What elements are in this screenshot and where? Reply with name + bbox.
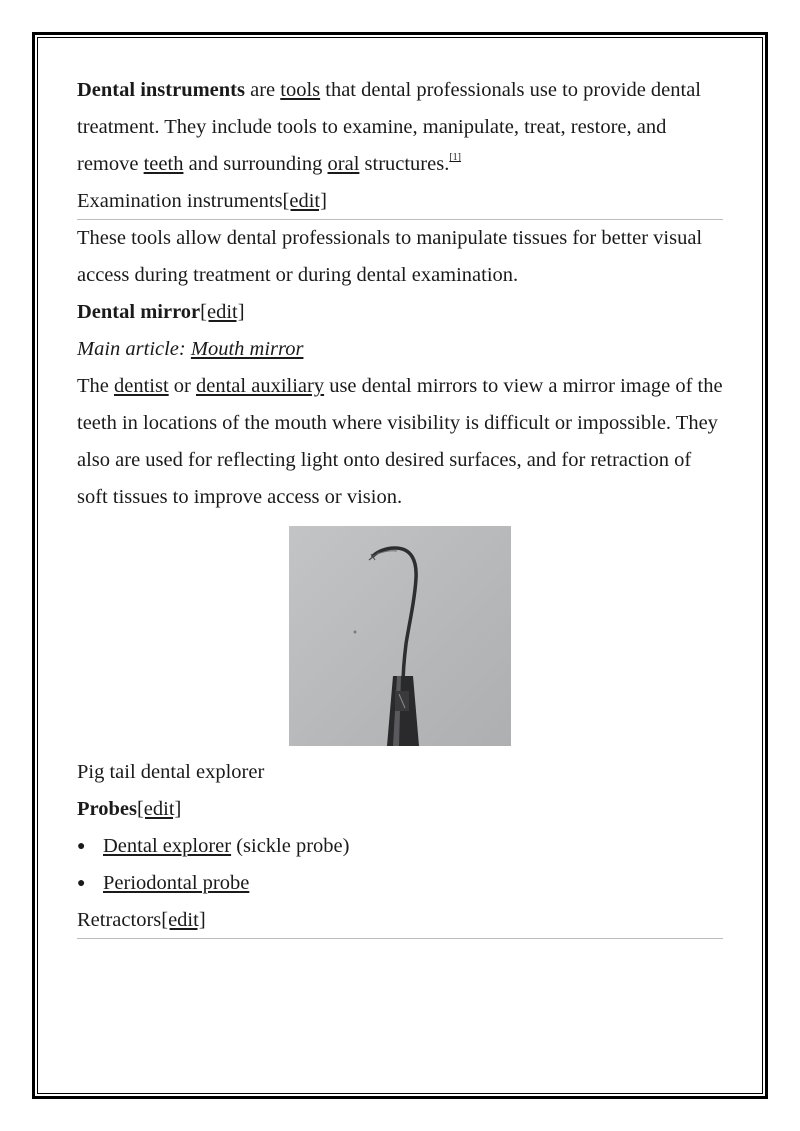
main-article-note: Main article: Mouth mirror — [77, 338, 304, 360]
figure-caption: Pig tail dental explorer — [77, 761, 265, 783]
edit-link-dental-mirror[interactable]: [edit] — [200, 301, 245, 323]
edit-link-retractors[interactable]: [edit] — [161, 909, 206, 931]
reference-1[interactable]: [1] — [449, 152, 462, 163]
list-item: ● Dental explorer (sickle probe) — [77, 828, 723, 865]
pig-tail-explorer-photo[interactable] — [289, 526, 511, 746]
mirror-paragraph: The dentist or dental auxiliary use dental mirrors to view a mirror image of the teeth in locations of the mouth where visibility is difficult or impossible. They also are used for reflecting light onto desired surfaces, and for retraction of soft tissues to improve access or vision. — [77, 375, 723, 508]
link-dental-explorer[interactable]: Dental explorer — [103, 835, 232, 857]
intro-term: Dental instruments — [77, 79, 245, 101]
probes-list — [77, 828, 723, 902]
bullet-icon: ● — [77, 876, 86, 891]
heading-examination-instruments: Examination instruments[edit] — [77, 183, 723, 220]
figure — [77, 526, 723, 746]
edit-link-probes[interactable]: [edit] — [136, 798, 182, 820]
link-periodontal-probe[interactable]: Periodontal probe — [103, 872, 250, 894]
link-tools[interactable]: tools — [280, 79, 321, 101]
heading-retractors: Retractors[edit] — [77, 902, 723, 939]
explorer-instrument-icon — [289, 526, 511, 746]
edit-link-examination[interactable]: [edit] — [282, 190, 327, 212]
list-item — [77, 865, 723, 902]
heading-probes: Probes[edit] — [77, 798, 182, 820]
article-content — [77, 72, 723, 939]
examination-paragraph: These tools allow dental professionals to manipulate tissues for better visual access during treatment or during dental examination. — [77, 227, 703, 286]
link-mouth-mirror[interactable]: Mouth mirror — [190, 338, 304, 360]
heading-dental-mirror: Dental mirror[edit] — [77, 301, 245, 323]
link-oral[interactable]: oral — [327, 153, 360, 175]
link-teeth[interactable]: teeth — [143, 153, 184, 175]
bullet-icon: ● — [77, 839, 86, 854]
link-dentist[interactable]: dentist — [114, 375, 169, 397]
link-dental-auxiliary[interactable]: dental auxiliary — [196, 375, 325, 397]
intro-paragraph: Dental instruments are tools that dental professionals use to provide dental treatment. They include tools to examine, manipulate, treat, restore, and remove teeth and surrounding oral structures.[1] — [77, 79, 702, 175]
